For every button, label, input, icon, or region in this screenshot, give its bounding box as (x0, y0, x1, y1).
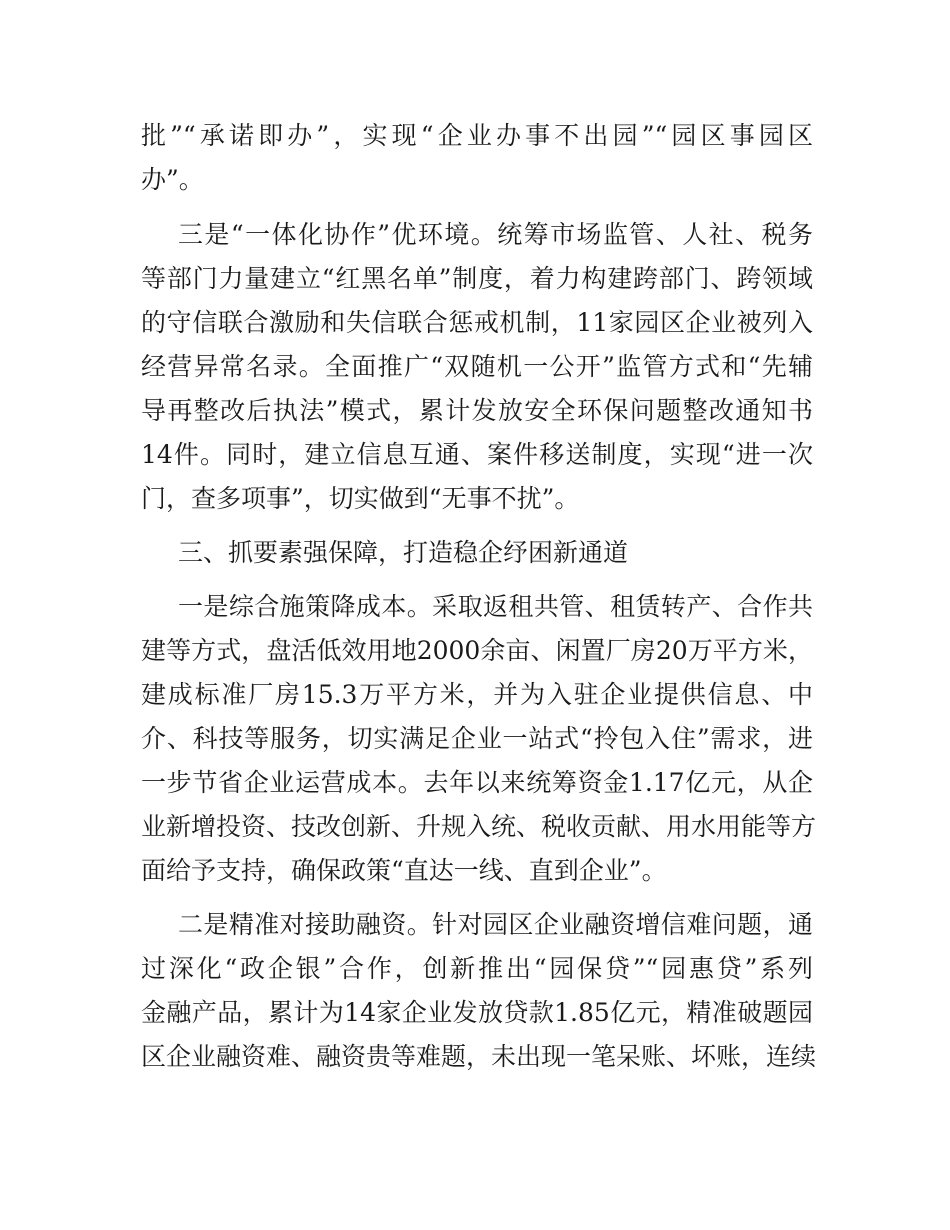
text-line: 导再整改后执法”模式，累计发放安全环保问题整改通知书 (141, 396, 813, 425)
paragraph-first-line: 三是“一体化协作”优环境。统筹市场监管、人社、税务 (178, 220, 813, 249)
text-line: 一步节省企业运营成本。去年以来统筹资金1.17亿元，从企 (141, 768, 813, 797)
text-line: 办”。 (141, 165, 204, 194)
text-line: 区企业融资难、融资贵等难题，未出现一笔呆账、坏账，连续 (141, 1042, 817, 1071)
text-line: 等部门力量建立“红黑名单”制度，着力构建跨部门、跨领域 (141, 264, 813, 293)
text-line: 业新增投资、技改创新、升规入统、税收贡献、用水用能等方 (141, 812, 817, 841)
text-line: 14件。同时，建立信息互通、案件移送制度，实现“进一次 (141, 440, 813, 469)
paragraph-first-line: 一是综合施策降成本。采取返租共管、租赁转产、合作共 (178, 592, 813, 621)
text-line: 建等方式，盘活低效用地2000余亩、闲置厂房20万平方米， (141, 636, 813, 665)
section-heading: 三、抓要素强保障，打造稳企纾困新通道 (178, 538, 629, 567)
text-line: 的守信联合激励和失信联合惩戒机制，11家园区企业被列入 (141, 308, 813, 337)
text-line: 介、科技等服务，切实满足企业一站式“拎包入住”需求，进 (141, 724, 813, 753)
text-line: 经营异常名录。全面推广“双随机一公开”监管方式和“先辅 (141, 352, 813, 381)
text-line: 金融产品，累计为14家企业发放贷款1.85亿元，精准破题园 (141, 998, 813, 1027)
text-line: 门，查多项事”，切实做到“无事不扰”。 (141, 484, 580, 513)
text-line: 批”“承诺即办”，实现“企业办事不出园”“园区事园区 (141, 121, 813, 150)
text-line: 建成标准厂房15.3万平方米，并为入驻企业提供信息、中 (141, 680, 813, 709)
text-line: 过深化“政企银”合作，创新推出“园保贷”“园惠贷”系列 (141, 954, 813, 983)
text-line: 面给予支持，确保政策“直达一线、直到企业”。 (141, 856, 667, 885)
paragraph-first-line: 二是精准对接助融资。针对园区企业融资增信难问题，通 (178, 910, 813, 939)
